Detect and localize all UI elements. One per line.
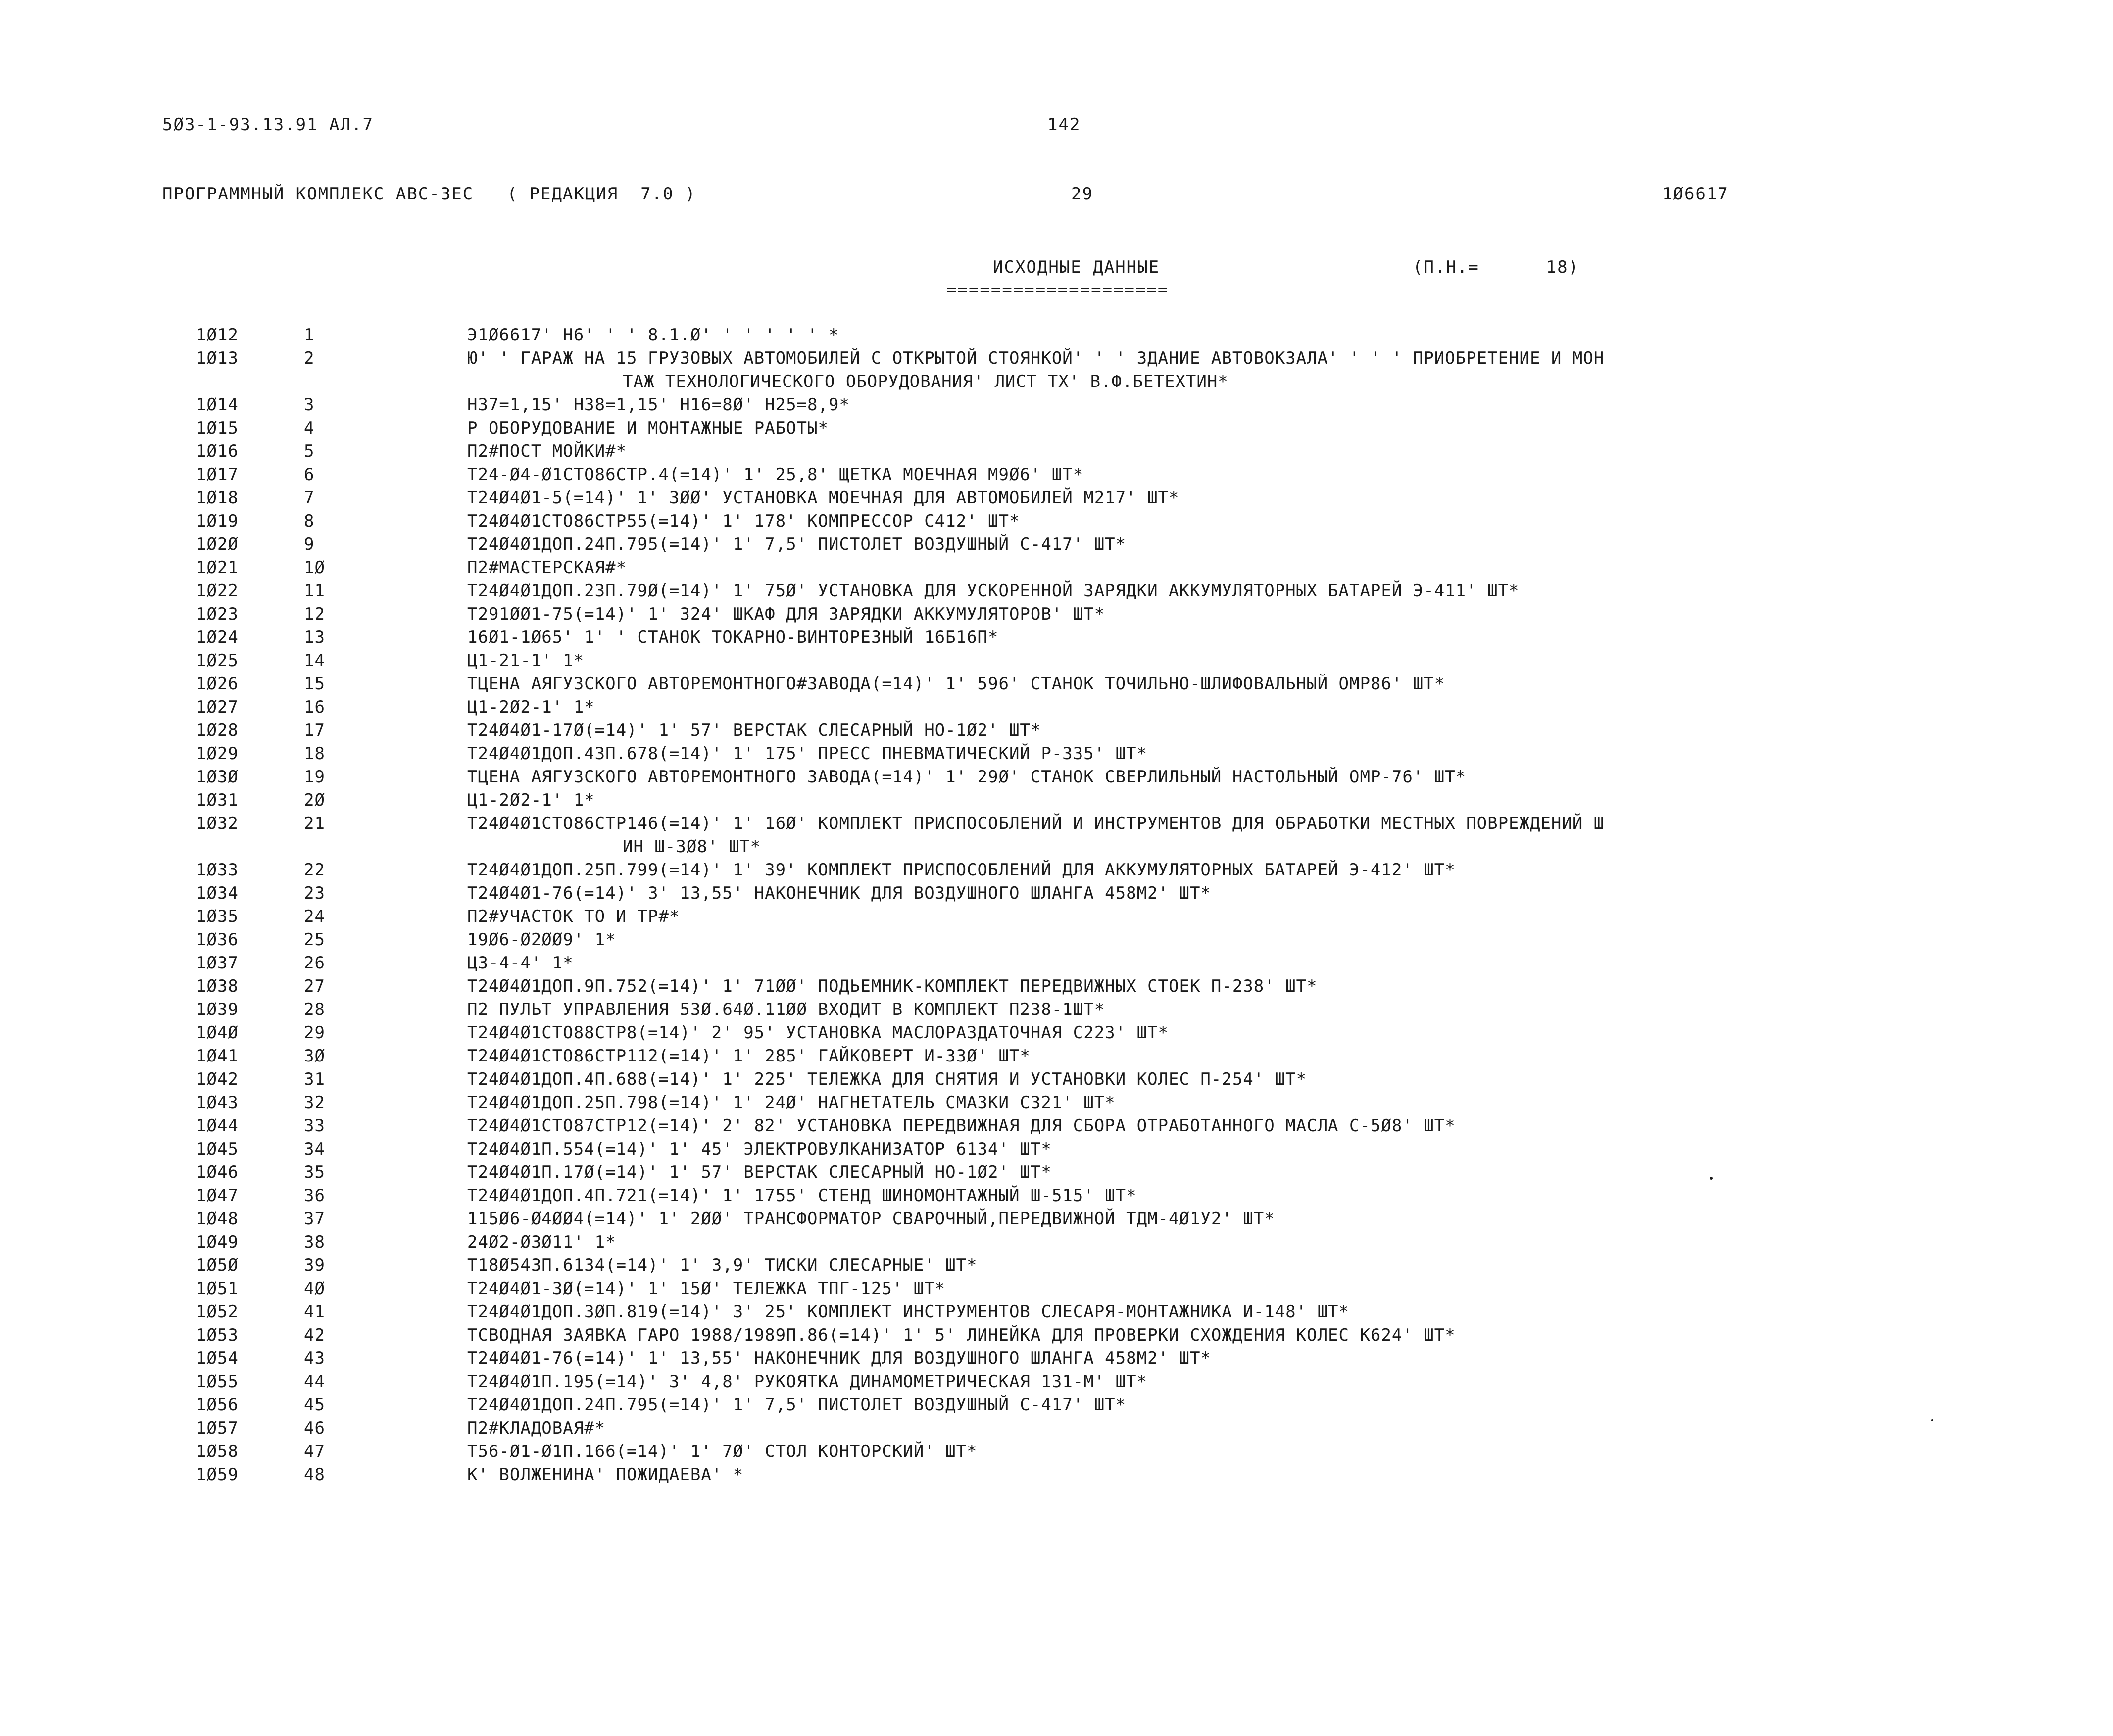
stray-mark (1931, 1419, 1933, 1421)
record-number: 1Ø36 (196, 930, 239, 950)
record-text-cell (467, 1370, 1982, 1394)
record-text-cell (467, 719, 1982, 742)
record-text-cell (467, 347, 1982, 393)
program-name: ПРОГРАММНЫЙ КОМПЛЕКС АВС-3ЕС ( РЕДАКЦИЯ 7.0 ) (162, 184, 696, 204)
listing-row (188, 1301, 2019, 1324)
listing-row (188, 1254, 2019, 1277)
record-text-cell (467, 1440, 1982, 1463)
record-text: 115Ø6-Ø4ØØ4(=14)' 1' 2ØØ' ТРАНСФОРМАТОР СВАРОЧНЫЙ,ПЕРЕДВИЖНОЙ ТДМ-4Ø1У2' ШТ* (467, 1209, 1275, 1229)
line-number: 3Ø (304, 1046, 325, 1066)
record-number: 1Ø56 (196, 1395, 239, 1415)
record-number: 1Ø14 (196, 395, 239, 415)
record-number: 1Ø58 (196, 1442, 239, 1461)
listing-row (188, 1068, 2019, 1091)
line-number: 41 (304, 1302, 325, 1322)
listing-row (188, 440, 2019, 463)
record-text: Т24Ø4Ø1ДОП.3ØП.819(=14)' 3' 25' КОМПЛЕКТ ИНСТРУМЕНТОВ СЛЕСАРЯ-МОНТАЖНИКА И-148' ШТ* (467, 1302, 1349, 1322)
line-number: 23 (304, 883, 325, 903)
line-number: 12 (304, 604, 325, 624)
record-number: 1Ø46 (196, 1162, 239, 1182)
line-number: 46 (304, 1418, 325, 1438)
line-number: 25 (304, 930, 325, 950)
listing-row (188, 393, 2019, 417)
line-number: 15 (304, 674, 325, 694)
listing-row (188, 417, 2019, 440)
record-number: 1Ø42 (196, 1069, 239, 1089)
record-text-cell (467, 1138, 1982, 1161)
record-text-cell (467, 859, 1982, 882)
record-number: 1Ø48 (196, 1209, 239, 1229)
line-number: 32 (304, 1093, 325, 1112)
line-number: 48 (304, 1465, 325, 1485)
line-number: 24 (304, 907, 325, 926)
record-number: 1Ø38 (196, 976, 239, 996)
line-number: 26 (304, 953, 325, 973)
line-number: 39 (304, 1255, 325, 1275)
record-number: 1Ø25 (196, 651, 239, 671)
record-text: Т18Ø543П.6134(=14)' 1' 3,9' ТИСКИ СЛЕСАРНЫЕ' ШТ* (467, 1255, 978, 1275)
line-number: 6 (304, 465, 315, 484)
listing-row (188, 324, 2019, 347)
record-text: ТЦЕНА АЯГУЗСКОГО АВТОРЕМОНТНОГО#ЗАВОДА(=14)' 1' 596' СТАНОК ТОЧИЛЬНО-ШЛИФОВАЛЬНЫЙ ОМР86' ШТ* (467, 674, 1445, 694)
line-number: 17 (304, 721, 325, 740)
record-text: П2 ПУЛЬТ УПРАВЛЕНИЯ 53Ø.64Ø.11ØØ ВХОДИТ В КОМПЛЕКТ П238-1ШТ* (467, 1000, 1105, 1019)
record-text-cell (467, 905, 1982, 928)
record-text: Ц1-21-1' 1* (467, 651, 585, 671)
record-number: 1Ø22 (196, 581, 239, 601)
record-text: Т24Ø4Ø1П.17Ø(=14)' 1' 57' ВЕРСТАК СЛЕСАРНЫЙ НО-1Ø2' ШТ* (467, 1162, 1052, 1182)
listing-row (188, 1463, 2019, 1487)
record-text: ТЦЕНА АЯГУЗСКОГО АВТОРЕМОНТНОГО ЗАВОДА(=14)' 1' 29Ø' СТАНОК СВЕРЛИЛЬНЫЙ НАСТОЛЬНЫЙ ОМР-76' ШТ* (467, 767, 1467, 787)
listing-row (188, 1138, 2019, 1161)
record-text: Т24Ø4Ø1-5(=14)' 1' 3ØØ' УСТАНОВКА МОЕЧНАЯ ДЛЯ АВТОМОБИЛЕЙ М217' ШТ* (467, 488, 1179, 508)
record-text-cell (467, 766, 1982, 789)
record-number: 1Ø5Ø (196, 1255, 239, 1275)
record-text: Т24Ø4Ø1ДОП.43П.678(=14)' 1' 175' ПРЕСС ПНЕВМАТИЧЕСКИЙ Р-335' ШТ* (467, 744, 1148, 764)
listing-row (188, 1045, 2019, 1068)
record-text-cell (467, 1091, 1982, 1114)
record-text-cell (467, 696, 1982, 719)
record-text-cell (467, 1463, 1982, 1487)
data-listing (188, 324, 2019, 1501)
listing-row (188, 463, 2019, 486)
record-text-cell (467, 417, 1982, 440)
record-text-cell (467, 673, 1982, 696)
record-text: Т24Ø4Ø1П.554(=14)' 1' 45' ЭЛЕКТРОВУЛКАНИЗАТОР 6134' ШТ* (467, 1139, 1052, 1159)
record-text: П2#КЛАДОВАЯ#* (467, 1418, 606, 1438)
sheet-number: 29 (1071, 184, 1093, 204)
record-number: 1Ø28 (196, 721, 239, 740)
record-text-continuation: ИН Ш-3Ø8' ШТ* (623, 837, 761, 857)
listing-row (188, 696, 2019, 719)
record-text: Т24Ø4Ø1ДОП.24П.795(=14)' 1' 7,5' ПИСТОЛЕТ ВОЗДУШНЫЙ С-417' ШТ* (467, 1395, 1127, 1415)
record-text-cell (467, 1021, 1982, 1045)
record-text-cell (467, 1347, 1982, 1370)
record-text: Т24-Ø4-Ø1СТО86СТР.4(=14)' 1' 25,8' ЩЕТКА МОЕЧНАЯ М9Ø6' ШТ* (467, 465, 1084, 484)
line-number: 2 (304, 348, 315, 368)
listing-row (188, 1184, 2019, 1207)
record-text: Р ОБОРУДОВАНИЕ И МОНТАЖНЫЕ РАБОТЫ* (467, 418, 829, 438)
record-text: К' ВОЛЖЕНИНА' ПОЖИДАЕВА' * (467, 1465, 744, 1485)
line-number: 33 (304, 1116, 325, 1136)
record-text-cell (467, 1068, 1982, 1091)
line-number: 8 (304, 511, 315, 531)
record-text-cell (467, 533, 1982, 556)
listing-row (188, 603, 2019, 626)
line-number: 19 (304, 767, 325, 787)
record-number: 1Ø47 (196, 1186, 239, 1206)
record-number: 1Ø52 (196, 1302, 239, 1322)
record-number: 1Ø54 (196, 1349, 239, 1368)
record-text: Т24Ø4Ø1ДОП.23П.79Ø(=14)' 1' 75Ø' УСТАНОВКА ДЛЯ УСКОРЕННОЙ ЗАРЯДКИ АККУМУЛЯТОРНЫХ БАТАРЕЙ Э-411' ШТ* (467, 581, 1520, 601)
line-number: 18 (304, 744, 325, 764)
record-text: Т291ØØ1-75(=14)' 1' 324' ШКАФ ДЛЯ ЗАРЯДКИ АККУМУЛЯТОРОВ' ШТ* (467, 604, 1105, 624)
line-number: 35 (304, 1162, 325, 1182)
listing-row (188, 673, 2019, 696)
listing-row (188, 859, 2019, 882)
record-number: 1Ø49 (196, 1232, 239, 1252)
listing-row (188, 1324, 2019, 1347)
record-text-cell (467, 1277, 1982, 1301)
listing-row (188, 1277, 2019, 1301)
listing-row (188, 556, 2019, 579)
record-number: 1Ø43 (196, 1093, 239, 1112)
record-number: 1Ø53 (196, 1325, 239, 1345)
record-text: Т24Ø4Ø1ДОП.25П.799(=14)' 1' 39' КОМПЛЕКТ ПРИСПОСОБЛЕНИЙ ДЛЯ АККУМУЛЯТОРНЫХ БАТАРЕЙ Э-412' ШТ* (467, 860, 1456, 880)
line-number: 3 (304, 395, 315, 415)
section-title: ИСХОДНЫЕ ДАННЫЕ (993, 257, 1160, 277)
section-underline: ==================== (946, 280, 1169, 300)
record-text-cell (467, 603, 1982, 626)
record-text: 19Ø6-Ø2ØØ9' 1* (467, 930, 616, 950)
record-text: Ц1-2Ø2-1' 1* (467, 697, 595, 717)
line-number: 28 (304, 1000, 325, 1019)
record-text-cell (467, 463, 1982, 486)
listing-row (188, 1394, 2019, 1417)
record-text: 24Ø2-Ø3Ø11' 1* (467, 1232, 616, 1252)
listing-row (188, 766, 2019, 789)
record-text-cell (467, 1394, 1982, 1417)
line-number: 14 (304, 651, 325, 671)
page-number: 142 (1047, 115, 1081, 135)
record-number: 1Ø12 (196, 325, 239, 345)
record-text-cell (467, 812, 1982, 859)
line-number: 4 (304, 418, 315, 438)
record-text: Т24Ø4Ø1СТО87СТР12(=14)' 2' 82' УСТАНОВКА ПЕРЕДВИЖНАЯ ДЛЯ СБОРА ОТРАБОТАННОГО МАСЛА С-5Ø8' ШТ* (467, 1116, 1456, 1136)
line-number: 9 (304, 534, 315, 554)
record-number: 1Ø19 (196, 511, 239, 531)
record-number: 1Ø24 (196, 627, 239, 647)
stray-mark (1710, 1177, 1713, 1180)
listing-row (188, 742, 2019, 766)
record-text-cell (467, 626, 1982, 649)
record-number: 1Ø32 (196, 814, 239, 833)
line-number: 29 (304, 1023, 325, 1043)
record-text-cell (467, 1231, 1982, 1254)
record-text: Т24Ø4Ø1СТО86СТР146(=14)' 1' 16Ø' КОМПЛЕКТ ПРИСПОСОБЛЕНИЙ И ИНСТРУМЕНТОВ ДЛЯ ОБРАБОТКИ МЕСТНЫХ ПОВРЕЖДЕНИЙ Ш (467, 814, 1605, 833)
listing-row (188, 905, 2019, 928)
record-text-cell (467, 1207, 1982, 1231)
section-parameter: (П.Н.= 18) (1413, 257, 1580, 277)
record-text: Т24Ø4Ø1ДОП.4П.721(=14)' 1' 1755' СТЕНД ШИНОМОНТАЖНЫЙ Ш-515' ШТ* (467, 1186, 1137, 1206)
listing-row (188, 1091, 2019, 1114)
record-text: П2#МАСТЕРСКАЯ#* (467, 558, 627, 578)
record-number: 1Ø59 (196, 1465, 239, 1485)
record-number: 1Ø39 (196, 1000, 239, 1019)
listing-row (188, 1231, 2019, 1254)
record-text: Т56-Ø1-Ø1П.166(=14)' 1' 7Ø' СТОЛ КОНТОРСКИЙ' ШТ* (467, 1442, 978, 1461)
record-number: 1Ø13 (196, 348, 239, 368)
record-text: Т24Ø4Ø1-17Ø(=14)' 1' 57' ВЕРСТАК СЛЕСАРНЫЙ НО-1Ø2' ШТ* (467, 721, 1041, 740)
line-number: 44 (304, 1372, 325, 1392)
listing-row (188, 626, 2019, 649)
listing-row (188, 649, 2019, 673)
record-text: П2#УЧАСТОК ТО И ТР#* (467, 907, 680, 926)
record-number: 1Ø18 (196, 488, 239, 508)
record-text-cell (467, 556, 1982, 579)
record-text-cell (467, 1324, 1982, 1347)
record-text-cell (467, 742, 1982, 766)
record-text: Т24Ø4Ø1СТО88СТР8(=14)' 2' 95' УСТАНОВКА МАСЛОРАЗДАТОЧНАЯ С223' ШТ* (467, 1023, 1169, 1043)
line-number: 13 (304, 627, 325, 647)
record-text-cell (467, 789, 1982, 812)
listing-row (188, 510, 2019, 533)
record-number: 1Ø29 (196, 744, 239, 764)
record-text-cell (467, 510, 1982, 533)
listing-row (188, 1347, 2019, 1370)
record-text-cell (467, 882, 1982, 905)
line-number: 36 (304, 1186, 325, 1206)
line-number: 38 (304, 1232, 325, 1252)
record-number: 1Ø45 (196, 1139, 239, 1159)
record-text-cell (467, 1417, 1982, 1440)
listing-row (188, 579, 2019, 603)
record-text-cell (467, 998, 1982, 1021)
record-number: 1Ø55 (196, 1372, 239, 1392)
listing-row (188, 486, 2019, 510)
record-number: 1Ø33 (196, 860, 239, 880)
record-number: 1Ø16 (196, 441, 239, 461)
record-text-cell (467, 1045, 1982, 1068)
record-text: П2#ПОСТ МОЙКИ#* (467, 441, 627, 461)
record-number: 1Ø23 (196, 604, 239, 624)
record-number: 1Ø3Ø (196, 767, 239, 787)
line-number: 42 (304, 1325, 325, 1345)
listing-row (188, 1440, 2019, 1463)
record-number: 1Ø31 (196, 790, 239, 810)
line-number: 7 (304, 488, 315, 508)
record-text: Т24Ø4Ø1СТО86СТР55(=14)' 1' 178' КОМПРЕССОР С412' ШТ* (467, 511, 1020, 531)
record-text: Т24Ø4Ø1ДОП.9П.752(=14)' 1' 71ØØ' ПОДЬЕМНИК-КОМПЛЕКТ ПЕРЕДВИЖНЫХ СТОЕК П-238' ШТ* (467, 976, 1318, 996)
record-text: Т24Ø4Ø1П.195(=14)' 3' 4,8' РУКОЯТКА ДИНАМОМЕТРИЧЕСКАЯ 131-М' ШТ* (467, 1372, 1148, 1392)
record-text-cell (467, 1184, 1982, 1207)
listing-row (188, 719, 2019, 742)
line-number: 1 (304, 325, 315, 345)
record-number: 1Ø35 (196, 907, 239, 926)
line-number: 22 (304, 860, 325, 880)
listing-row (188, 1207, 2019, 1231)
line-number: 27 (304, 976, 325, 996)
listing-row (188, 998, 2019, 1021)
listing-row (188, 533, 2019, 556)
record-number: 1Ø27 (196, 697, 239, 717)
record-number: 1Ø26 (196, 674, 239, 694)
listing-row (188, 1114, 2019, 1138)
record-text: ТСВОДНАЯ ЗАЯВКА ГАРО 1988/1989П.86(=14)' 1' 5' ЛИНЕЙКА ДЛЯ ПРОВЕРКИ СХОЖДЕНИЯ КОЛЕС К624' ШТ* (467, 1325, 1456, 1345)
record-text: Ю' ' ГАРАЖ НА 15 ГРУЗОВЫХ АВТОМОБИЛЕЙ С ОТКРЫТОЙ СТОЯНКОЙ' ' ' ЗДАНИЕ АВТОВОКЗАЛА' ' ' ' ПРИОБРЕТЕНИЕ И МОН (467, 348, 1605, 368)
line-number: 1Ø (304, 558, 325, 578)
listing-row (188, 975, 2019, 998)
record-text-cell (467, 579, 1982, 603)
listing-row (188, 1161, 2019, 1184)
record-text-cell (467, 324, 1982, 347)
listing-row (188, 1370, 2019, 1394)
record-text-cell (467, 928, 1982, 952)
record-text-cell (467, 1114, 1982, 1138)
record-number: 1Ø57 (196, 1418, 239, 1438)
line-number: 31 (304, 1069, 325, 1089)
record-text: Т24Ø4Ø1-3Ø(=14)' 1' 15Ø' ТЕЛЕЖКА ТПГ-125' ШТ* (467, 1279, 946, 1299)
record-number: 1Ø2Ø (196, 534, 239, 554)
record-text-cell (467, 1161, 1982, 1184)
line-number: 5 (304, 441, 315, 461)
record-text: Т24Ø4Ø1ДОП.4П.688(=14)' 1' 225' ТЕЛЕЖКА ДЛЯ СНЯТИЯ И УСТАНОВКИ КОЛЕС П-254' ШТ* (467, 1069, 1307, 1089)
record-number: 1Ø17 (196, 465, 239, 484)
record-number: 1Ø34 (196, 883, 239, 903)
record-text-cell (467, 649, 1982, 673)
listing-row (188, 812, 2019, 859)
listing-row (188, 347, 2019, 393)
record-text: Т24Ø4Ø1ДОП.25П.798(=14)' 1' 24Ø' НАГНЕТАТЕЛЬ СМАЗКИ С321' ШТ* (467, 1093, 1116, 1112)
line-number: 16 (304, 697, 325, 717)
record-text-cell (467, 393, 1982, 417)
line-number: 47 (304, 1442, 325, 1461)
record-text-continuation: ТАЖ ТЕХНОЛОГИЧЕСКОГО ОБОРУДОВАНИЯ' ЛИСТ ТХ' В.Ф.БЕТЕХТИН* (623, 372, 1228, 391)
document-code: 5Ø3-1-93.13.91 АЛ.7 (162, 115, 374, 135)
record-number: 1Ø51 (196, 1279, 239, 1299)
record-number: 1Ø21 (196, 558, 239, 578)
listing-row (188, 1021, 2019, 1045)
listing-row (188, 928, 2019, 952)
record-text-cell (467, 1254, 1982, 1277)
listing-row (188, 1417, 2019, 1440)
record-text: Т24Ø4Ø1ДОП.24П.795(=14)' 1' 7,5' ПИСТОЛЕТ ВОЗДУШНЫЙ С-417' ШТ* (467, 534, 1127, 554)
record-text: Н37=1,15' Н38=1,15' Н16=8Ø' Н25=8,9* (467, 395, 850, 415)
line-number: 45 (304, 1395, 325, 1415)
line-number: 43 (304, 1349, 325, 1368)
record-text: Т24Ø4Ø1-76(=14)' 1' 13,55' НАКОНЕЧНИК ДЛЯ ВОЗДУШНОГО ШЛАНГА 458М2' ШТ* (467, 1349, 1211, 1368)
listing-row (188, 882, 2019, 905)
line-number: 37 (304, 1209, 325, 1229)
record-text: Ц3-4-4' 1* (467, 953, 574, 973)
record-text-cell (467, 486, 1982, 510)
record-number: 1Ø41 (196, 1046, 239, 1066)
document-number: 1Ø6617 (1662, 184, 1729, 204)
line-number: 4Ø (304, 1279, 325, 1299)
line-number: 21 (304, 814, 325, 833)
listing-row (188, 952, 2019, 975)
record-text: Т24Ø4Ø1-76(=14)' 3' 13,55' НАКОНЕЧНИК ДЛЯ ВОЗДУШНОГО ШЛАНГА 458М2' ШТ* (467, 883, 1211, 903)
record-text: Ц1-2Ø2-1' 1* (467, 790, 595, 810)
record-text-cell (467, 440, 1982, 463)
record-number: 1Ø37 (196, 953, 239, 973)
record-text: Э1Ø6617' Н6' ' ' 8.1.Ø' ' ' ' ' ' * (467, 325, 839, 345)
line-number: 11 (304, 581, 325, 601)
record-text: 16Ø1-1Ø65' 1' ' СТАНОК ТОКАРНО-ВИНТОРЕЗНЫЙ 16Б16П* (467, 627, 999, 647)
record-number: 1Ø4Ø (196, 1023, 239, 1043)
line-number: 34 (304, 1139, 325, 1159)
listing-row (188, 789, 2019, 812)
record-text: Т24Ø4Ø1СТО86СТР112(=14)' 1' 285' ГАЙКОВЕРТ И-33Ø' ШТ* (467, 1046, 1031, 1066)
record-number: 1Ø44 (196, 1116, 239, 1136)
record-text-cell (467, 1301, 1982, 1324)
record-text-cell (467, 975, 1982, 998)
record-text-cell (467, 952, 1982, 975)
line-number: 2Ø (304, 790, 325, 810)
record-number: 1Ø15 (196, 418, 239, 438)
